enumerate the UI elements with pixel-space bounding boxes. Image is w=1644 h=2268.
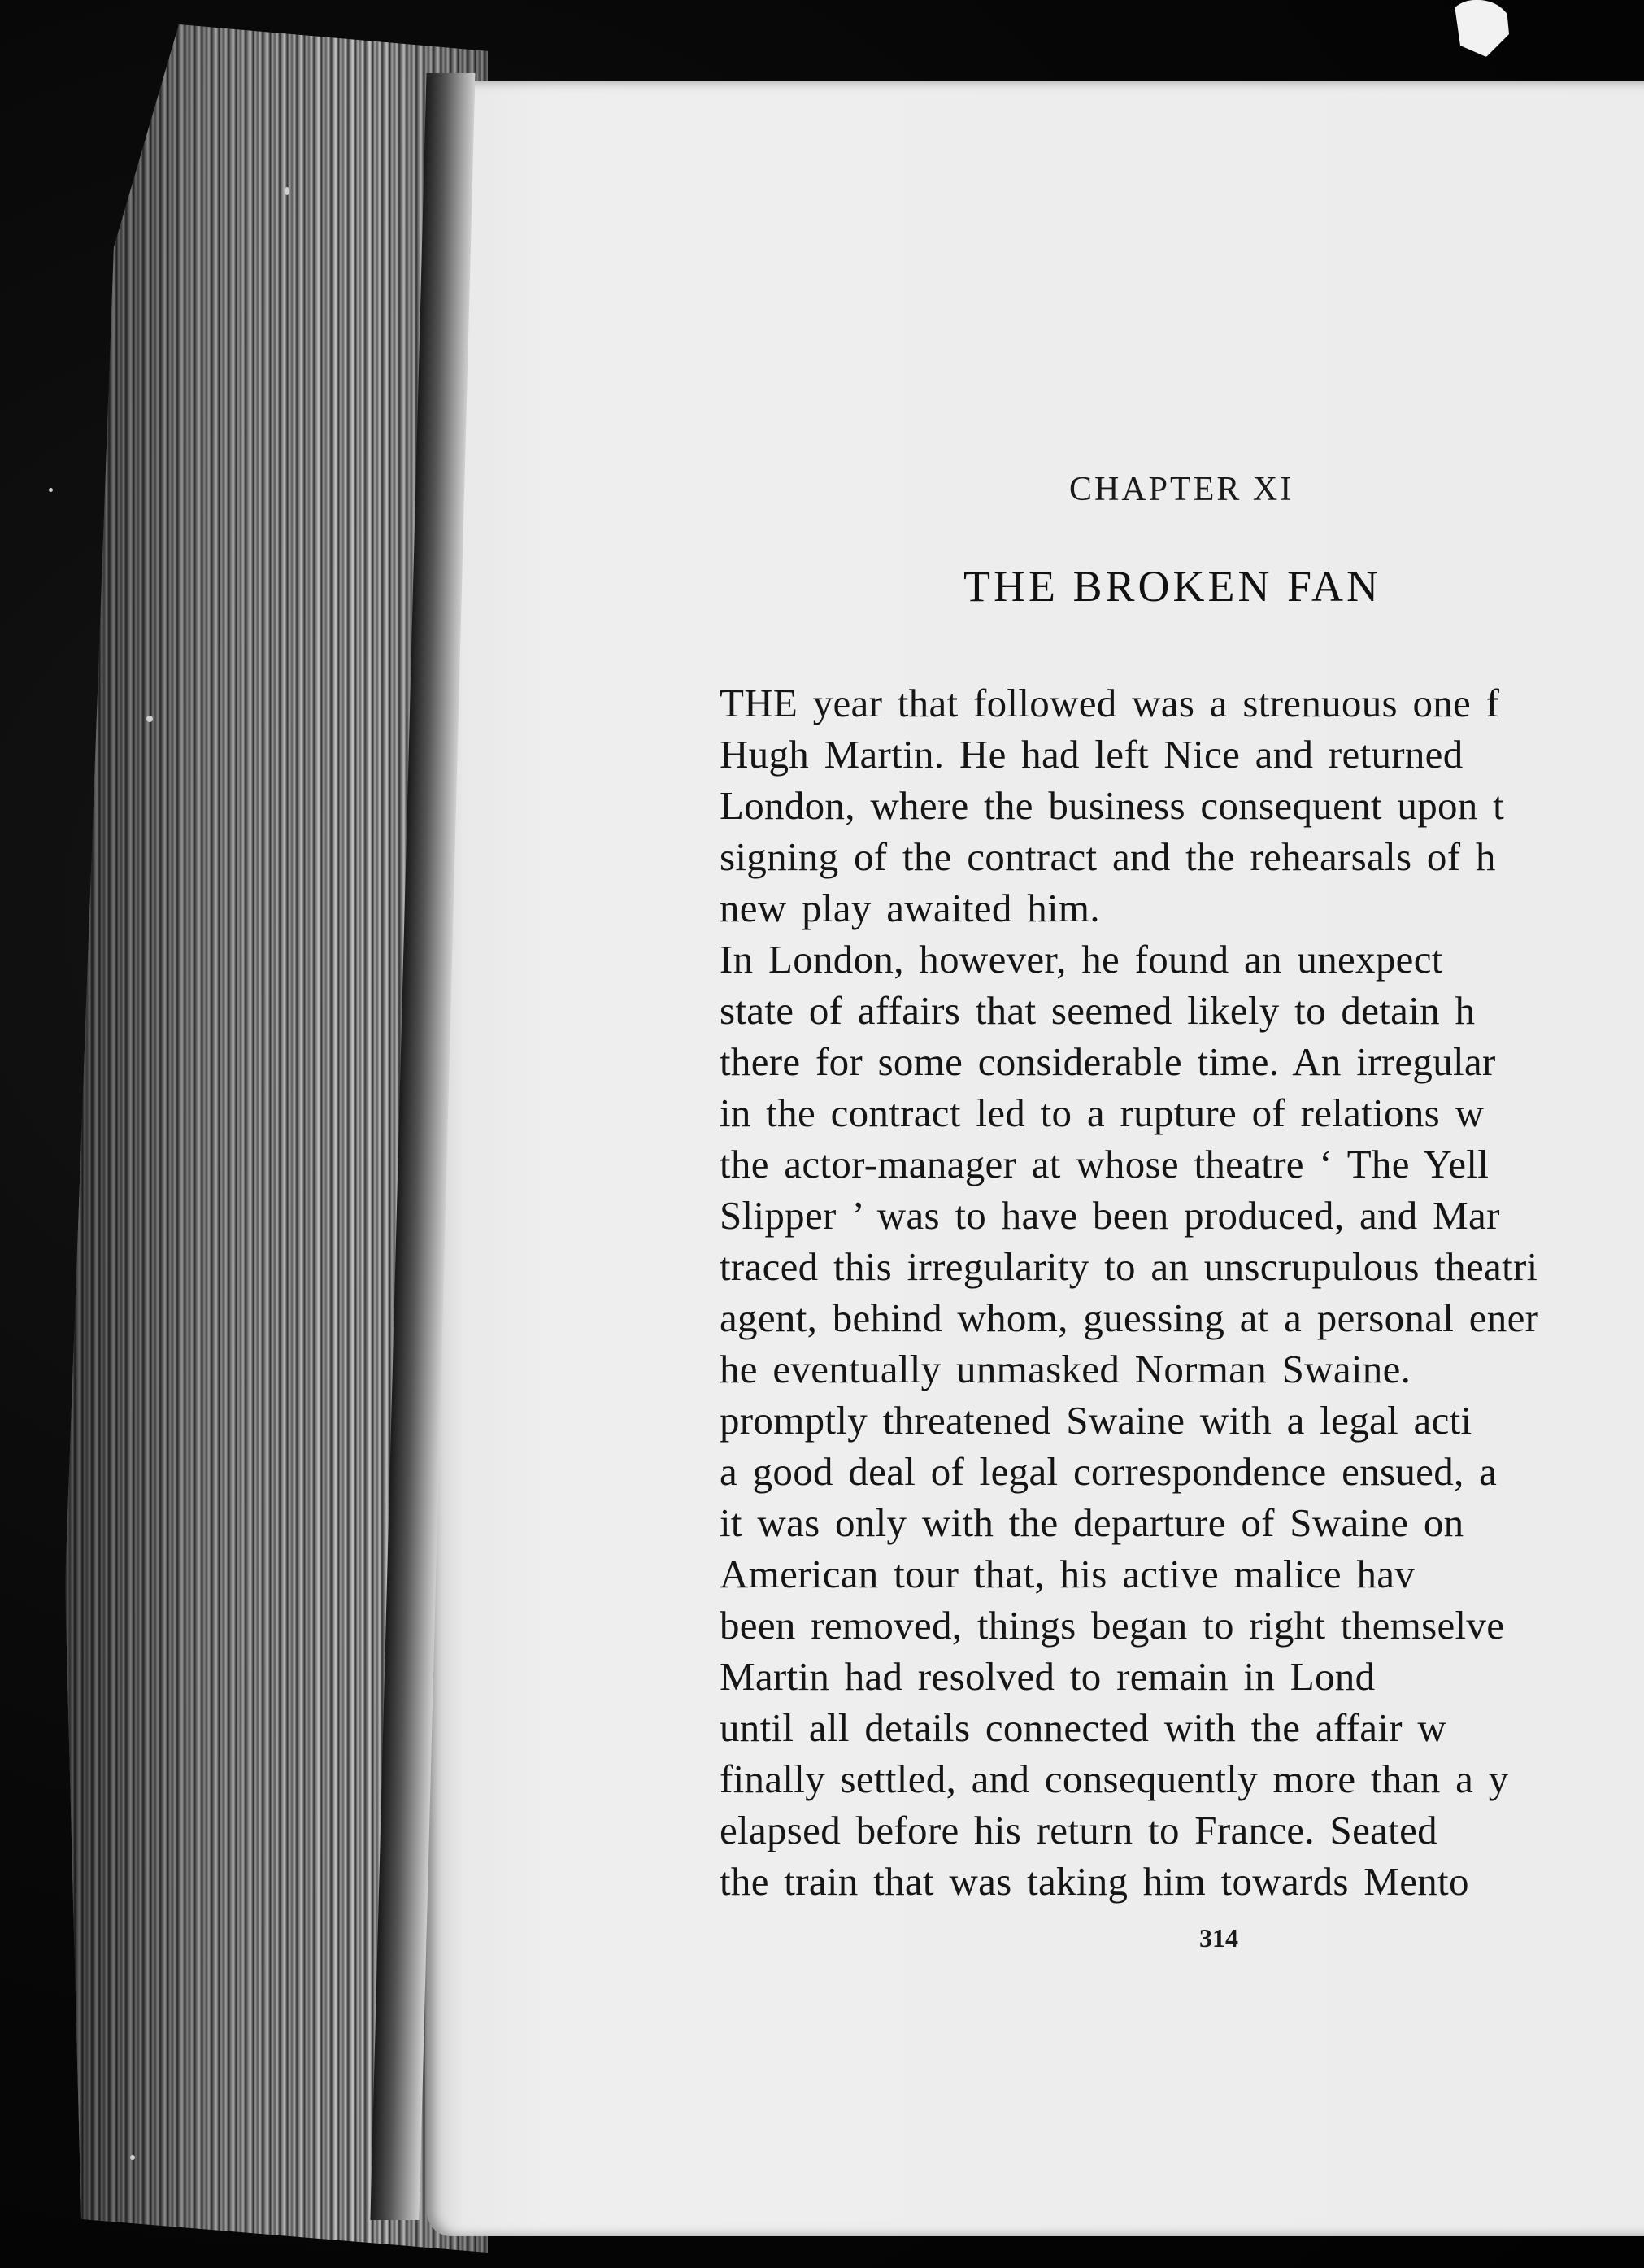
text-line: a good deal of legal correspondence ensued, a	[720, 1449, 1498, 1494]
text-line: the actor-manager at whose theatre ‘ The Yell	[720, 1142, 1490, 1186]
text-line: finally settled, and consequently more than a y	[720, 1757, 1509, 1801]
text-line: until all details connected with the affair w	[720, 1705, 1447, 1750]
text-line: Slipper ’ was to have been produced, and Mar	[720, 1193, 1500, 1238]
text-line: new play awaited him.	[720, 886, 1100, 930]
text-line: there for some considerable time. An irregular	[720, 1039, 1496, 1084]
text-line: state of affairs that seemed likely to detain h	[720, 988, 1476, 1033]
text-line: the train that was taking him towards Mento	[720, 1859, 1469, 1904]
text-line: American tour that, his active malice hav	[720, 1552, 1416, 1596]
dust-speck	[285, 187, 289, 195]
text-line: In London, however, he found an unexpect	[720, 937, 1443, 982]
text-line: he eventually unmasked Norman Swaine.	[720, 1347, 1411, 1391]
dust-speck	[130, 2155, 135, 2160]
chapter-number: CHAPTER XI	[1069, 471, 1294, 508]
text-line: promptly threatened Swaine with a legal acti	[720, 1398, 1472, 1443]
text-line: been removed, things began to right themselve	[720, 1603, 1505, 1648]
text-line: traced this irregularity to an unscrupulous theatri	[720, 1244, 1538, 1289]
text-line: agent, behind whom, guessing at a personal ener	[720, 1295, 1539, 1340]
text-line: it was only with the departure of Swaine on	[720, 1500, 1464, 1545]
text-line: THE year that followed was a strenuous one f	[720, 681, 1500, 725]
dust-speck	[146, 716, 153, 722]
chapter-title: THE BROKEN FAN	[963, 562, 1381, 611]
dust-speck	[49, 488, 53, 492]
text-line: in the contract led to a rupture of relations w	[720, 1090, 1485, 1135]
text-line: signing of the contract and the rehearsals of h	[720, 834, 1496, 879]
paper-clip-fragment	[1447, 0, 1512, 57]
text-line: elapsed before his return to France. Seated	[720, 1808, 1437, 1852]
page-number: 314	[1199, 1923, 1238, 1952]
text-line: Martin had resolved to remain in Lond	[720, 1654, 1376, 1699]
text-line: London, where the business consequent upon t	[720, 783, 1505, 828]
text-line: Hugh Martin. He had left Nice and returned	[720, 732, 1464, 777]
